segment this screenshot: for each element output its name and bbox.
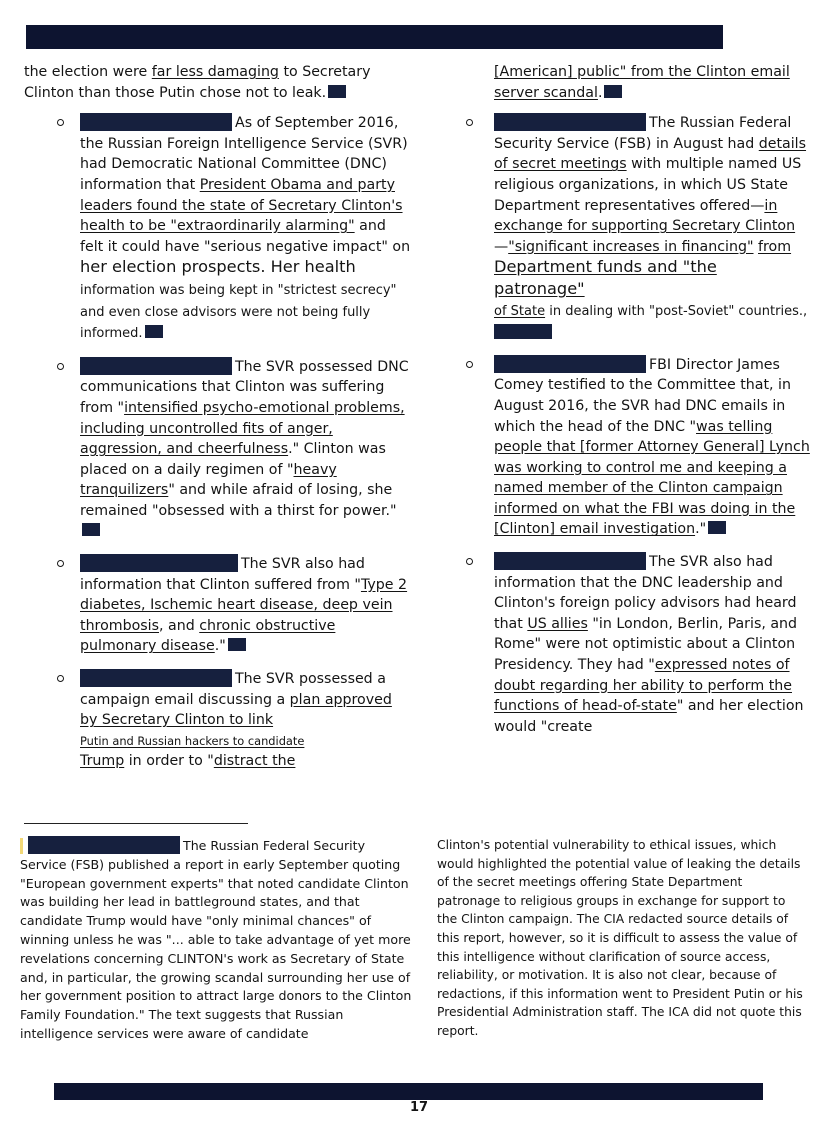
highlight-mark: [20, 838, 23, 854]
redaction-block: [494, 552, 646, 570]
left-column: [24, 62, 412, 784]
redaction-block: [494, 113, 646, 131]
redaction-block: [80, 554, 238, 572]
bullet-icon: [57, 560, 64, 567]
right-column: [460, 62, 810, 749]
far-less-damaging-text: far less damaging: [151, 64, 279, 80]
bullet-psycho-emotional: The SVR possessed DNC communications that Clinton was suffering from "intensified psycho-emotional problems, including uncontrolled fits of anger, aggression, and cheerfulness." Clinton was placed on a daily regimen of "heavy tranquilizers" and while afraid of losing, she remained "obsessed with a thirst for power.": [24, 357, 412, 542]
redaction-block: [80, 357, 232, 375]
redaction-mark: [708, 521, 726, 534]
redaction-mark: [328, 85, 346, 98]
bullet-icon: [466, 558, 473, 565]
bullet-icon: [57, 363, 64, 370]
bullet-campaign-email: The SVR possessed a campaign email discussing a plan approved by Secretary Clinton to link Putin and Russian hackers to candidate Trump in order to "distract the: [24, 669, 412, 772]
classification-banner-top: [26, 25, 723, 49]
redaction-block: [494, 355, 646, 373]
redaction-mark: [604, 85, 622, 98]
redaction-mark: [228, 638, 246, 651]
redaction-block: [494, 324, 552, 339]
bullet-health-alarming: As of September 2016, the Russian Foreign Intelligence Service (SVR) had Democratic National Committee (DNC) information that President Obama and party leaders found the state of Secretary Clinton's health to be "extraordinarily alarming" and felt it could have "serious negative impact" on her election prospects. Her health information was being kept in "strictest secrecy" and even close advisors were not being fully informed.: [24, 113, 412, 345]
redaction-mark: [145, 325, 163, 338]
bullet-icon: [57, 119, 64, 126]
bullet-icon: [57, 675, 64, 682]
right-lead-paragraph: [American] public" from the Clinton email server scandal.: [494, 64, 790, 101]
classification-banner-bottom: [54, 1083, 763, 1100]
redaction-mark: [82, 523, 100, 536]
bullet-fsb-religious-meetings: The Russian Federal Security Service (FSB) in August had details of secret meetings with multiple named US religious organizations, in which US State Department representatives offered—in exchange for supporting Secretary Clinton—"significant increases in financing" from Department funds and "the patronage" of State in dealing with "post-Soviet" countries.,: [460, 113, 810, 343]
redaction-block: [28, 836, 180, 854]
page-number: 17: [409, 1100, 429, 1115]
left-lead-paragraph: the election were far less damaging to Secretary Clinton than those Putin chose not to leak.: [24, 64, 371, 101]
footnote-left: The Russian Federal Security Service (FSB) published a report in early September quoting "European government experts" that noted candidate Clinton was building her lead in battleground states, and that candidate Trump would have "only minimal chances" of winning unless he was "... able to take advantage of yet more revelations concerning CLINTON's work as Secretary of State and, in particular, the growing scandal surrounding her use of her government position to attract large donors to the Clinton Family Foundation." The text suggests that Russian intelligence services were aware of candidate: [20, 838, 412, 1041]
bullet-icon: [466, 119, 473, 126]
bullet-comey-testimony: FBI Director James Comey testified to the Committee that, in August 2016, the SVR had DNC emails in which the head of the DNC "was telling people that [former Attorney General] Lynch was working to control me and keeping a named member of the Clinton campaign informed on what the FBI was doing in the [Clinton] email investigation.": [460, 355, 810, 540]
bullet-us-allies-doubt: The SVR also had information that the DNC leadership and Clinton's foreign policy advisors had heard that US allies "in London, Berlin, Paris, and Rome" were not optimistic about a Clinton Presidency. They had "expressed notes of doubt regarding her ability to perform the functions of head-of-state" and her election would "create: [460, 552, 810, 737]
redaction-block: [80, 113, 232, 131]
redaction-block: [80, 669, 232, 687]
bullet-medical-conditions: The SVR also had information that Clinton suffered from "Type 2 diabetes, Ischemic heart disease, deep vein thrombosis, and chronic obstructive pulmonary disease.": [24, 554, 412, 657]
footnote-right: Clinton's potential vulnerability to ethical issues, which would highlighted the potential value of leaking the details of the secret meetings offering State Department patronage to religious groups in exchange for support to the Clinton campaign. The CIA redacted source details of this report, however, so it is difficult to assess the value of this intelligence without clarification of source access, reliability, or motivation. It is also not clear, because of redactions, if this information went to President Putin or his Presidential Administration staff. The ICA did not quote this report.: [437, 838, 803, 1038]
bullet-icon: [466, 361, 473, 368]
footnote-divider: [24, 823, 248, 824]
